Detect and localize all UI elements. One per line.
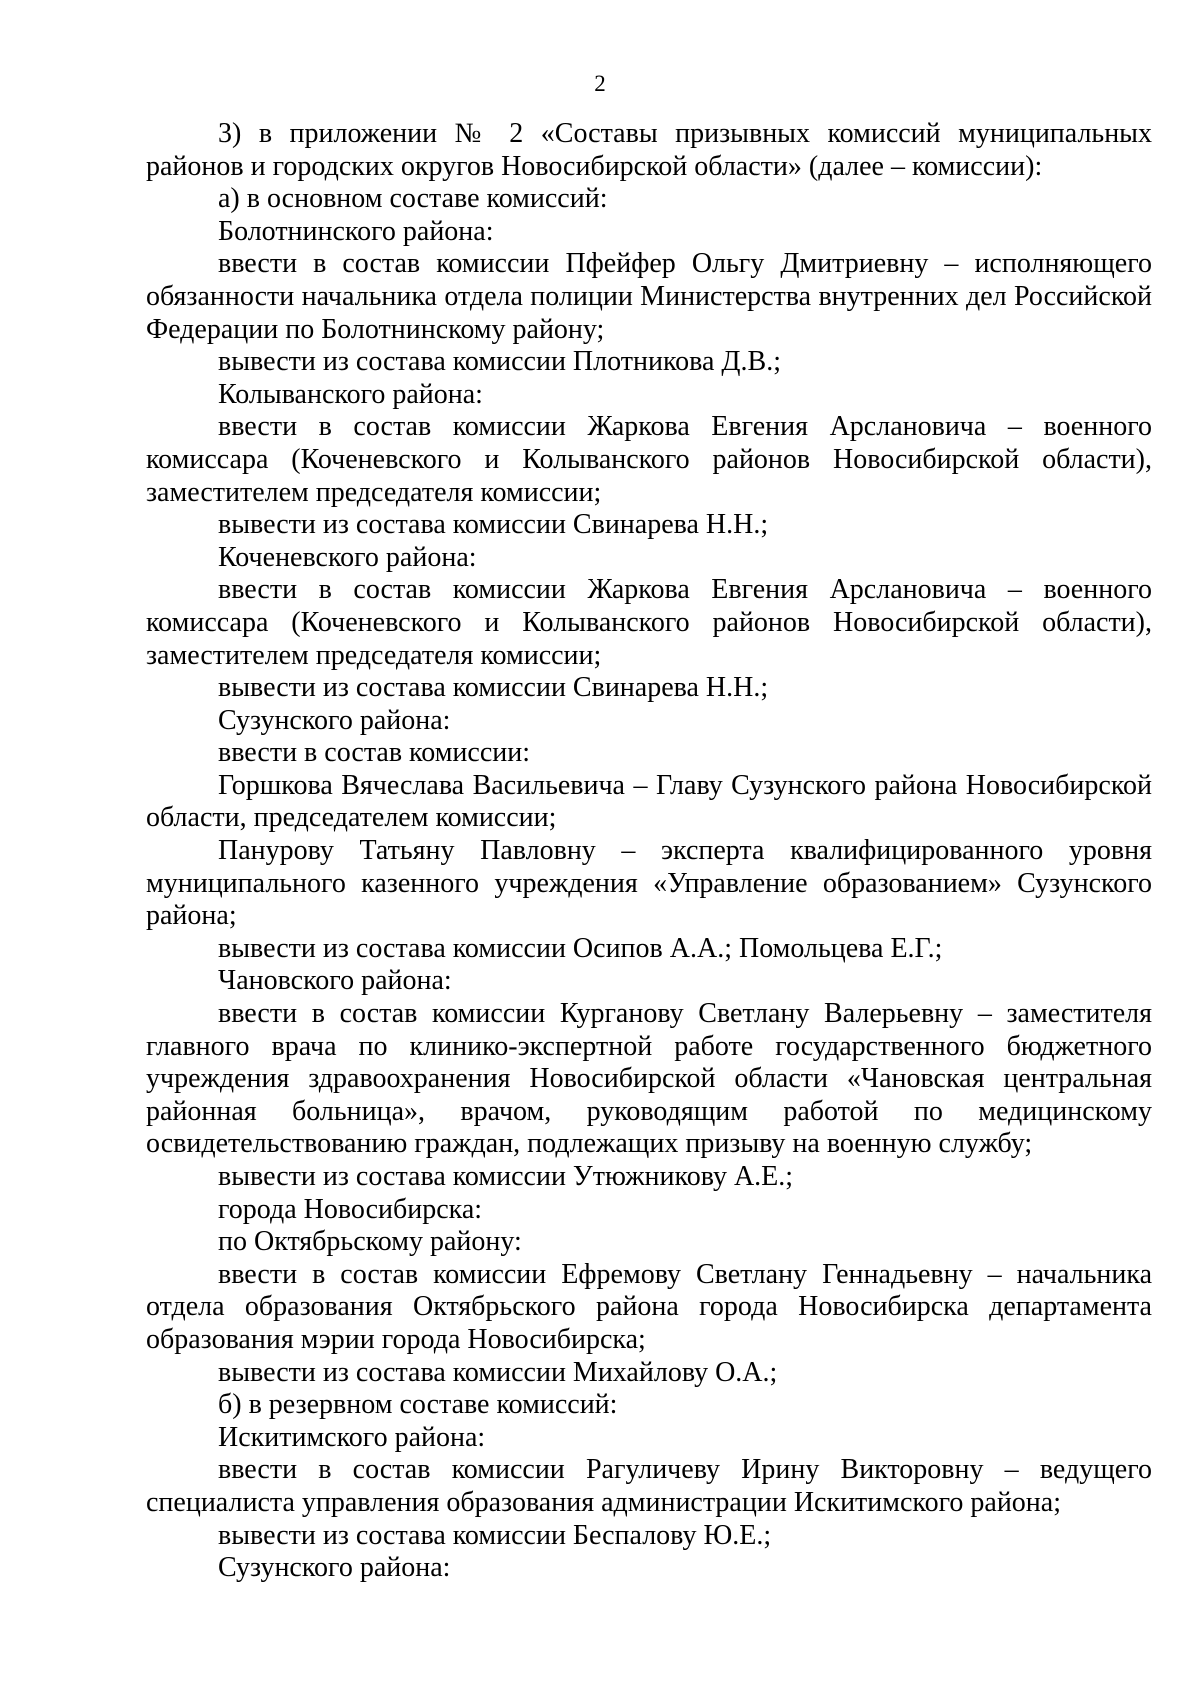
paragraph: вывести из состава комиссии Плотникова Д.В.;	[218, 346, 781, 378]
paragraph: Панурову Татьяну Павловну – эксперта квалифицированного уровня муниципального казенного учреждения «Управление образованием» Сузунского района;	[146, 835, 1152, 932]
paragraph: б) в резервном составе комиссий:	[218, 1389, 618, 1421]
paragraph: вывести из состава комиссии Утюжникову А.Е.;	[218, 1161, 794, 1192]
paragraph: города Новосибирска:	[218, 1193, 483, 1225]
paragraph: Колыванского района:	[218, 378, 483, 410]
paragraph: 3) в приложении № 2 «Составы призывных комиссий муниципальных районов и городских округов Новосибирской области» (далее – комиссии):	[146, 118, 1152, 182]
paragraph: ввести в состав комиссии Пфейфер Ольгу Дмитриевну – исполняющего обязанности начальника отдела полиции Министерства внутренних дел Российской Федерации по Болотнинскому району;	[146, 248, 1152, 345]
paragraph: Сузунского района:	[218, 1552, 451, 1584]
paragraph: по Октябрьскому району:	[218, 1226, 522, 1258]
paragraph: Сузунского района:	[218, 704, 451, 736]
paragraph: вывести из состава комиссии Беспалову Ю.Е.;	[218, 1519, 772, 1551]
paragraph: ввести в состав комиссии Ефремову Светлану Геннадьевну – начальника отдела образования Октябрьского района города Новосибирска департамента образования мэрии города Новосибирска;	[146, 1258, 1152, 1355]
paragraph: вывести из состава комиссии Свинарева Н.Н.;	[218, 672, 769, 704]
paragraph: Коченевского района:	[218, 541, 477, 573]
paragraph: Искитимского района:	[218, 1421, 486, 1453]
paragraph: Чановского района:	[218, 965, 452, 997]
page-number: 2	[594, 71, 606, 96]
paragraph: Болотнинского района:	[218, 215, 494, 247]
paragraph: Горшкова Вячеслава Васильевича – Главу Сузунского района Новосибирской области, председателем комиссии;	[146, 769, 1152, 834]
paragraph: ввести в состав комиссии Жаркова Евгения Арслановича – военного комиссара (Коченевского и Колыванского районов Новосибирской области), заместителем председателя комиссии;	[146, 411, 1152, 508]
paragraph: вывести из состава комиссии Осипов А.А.; Помольцева Е.Г.;	[218, 932, 943, 964]
paragraph: вывести из состава комиссии Михайлову О.А.;	[218, 1356, 778, 1388]
document-body	[146, 118, 1152, 1585]
paragraph: ввести в состав комиссии Рагуличеву Ирину Викторовну – ведущего специалиста управления образования администрации Искитимского района;	[146, 1454, 1152, 1518]
paragraph: ввести в состав комиссии Жаркова Евгения Арслановича – военного комиссара (Коченевского и Колыванского районов Новосибирской области), заместителем председателя комиссии;	[146, 574, 1152, 671]
paragraph: ввести в состав комиссии Курганову Светлану Валерьевну – заместителя главного врача по клинико-экспертной работе государственного бюджетного учреждения здравоохранения Новосибирской области «Чановская центральная районная больница», врачом, руководящим работой по медицинскому освидетельствованию граждан, подлежащих призыву на военную службу;	[146, 998, 1152, 1160]
paragraph: вывести из состава комиссии Свинарева Н.Н.;	[218, 509, 769, 541]
paragraph: а) в основном составе комиссий:	[218, 183, 608, 215]
paragraph: ввести в состав комиссии:	[218, 737, 531, 769]
